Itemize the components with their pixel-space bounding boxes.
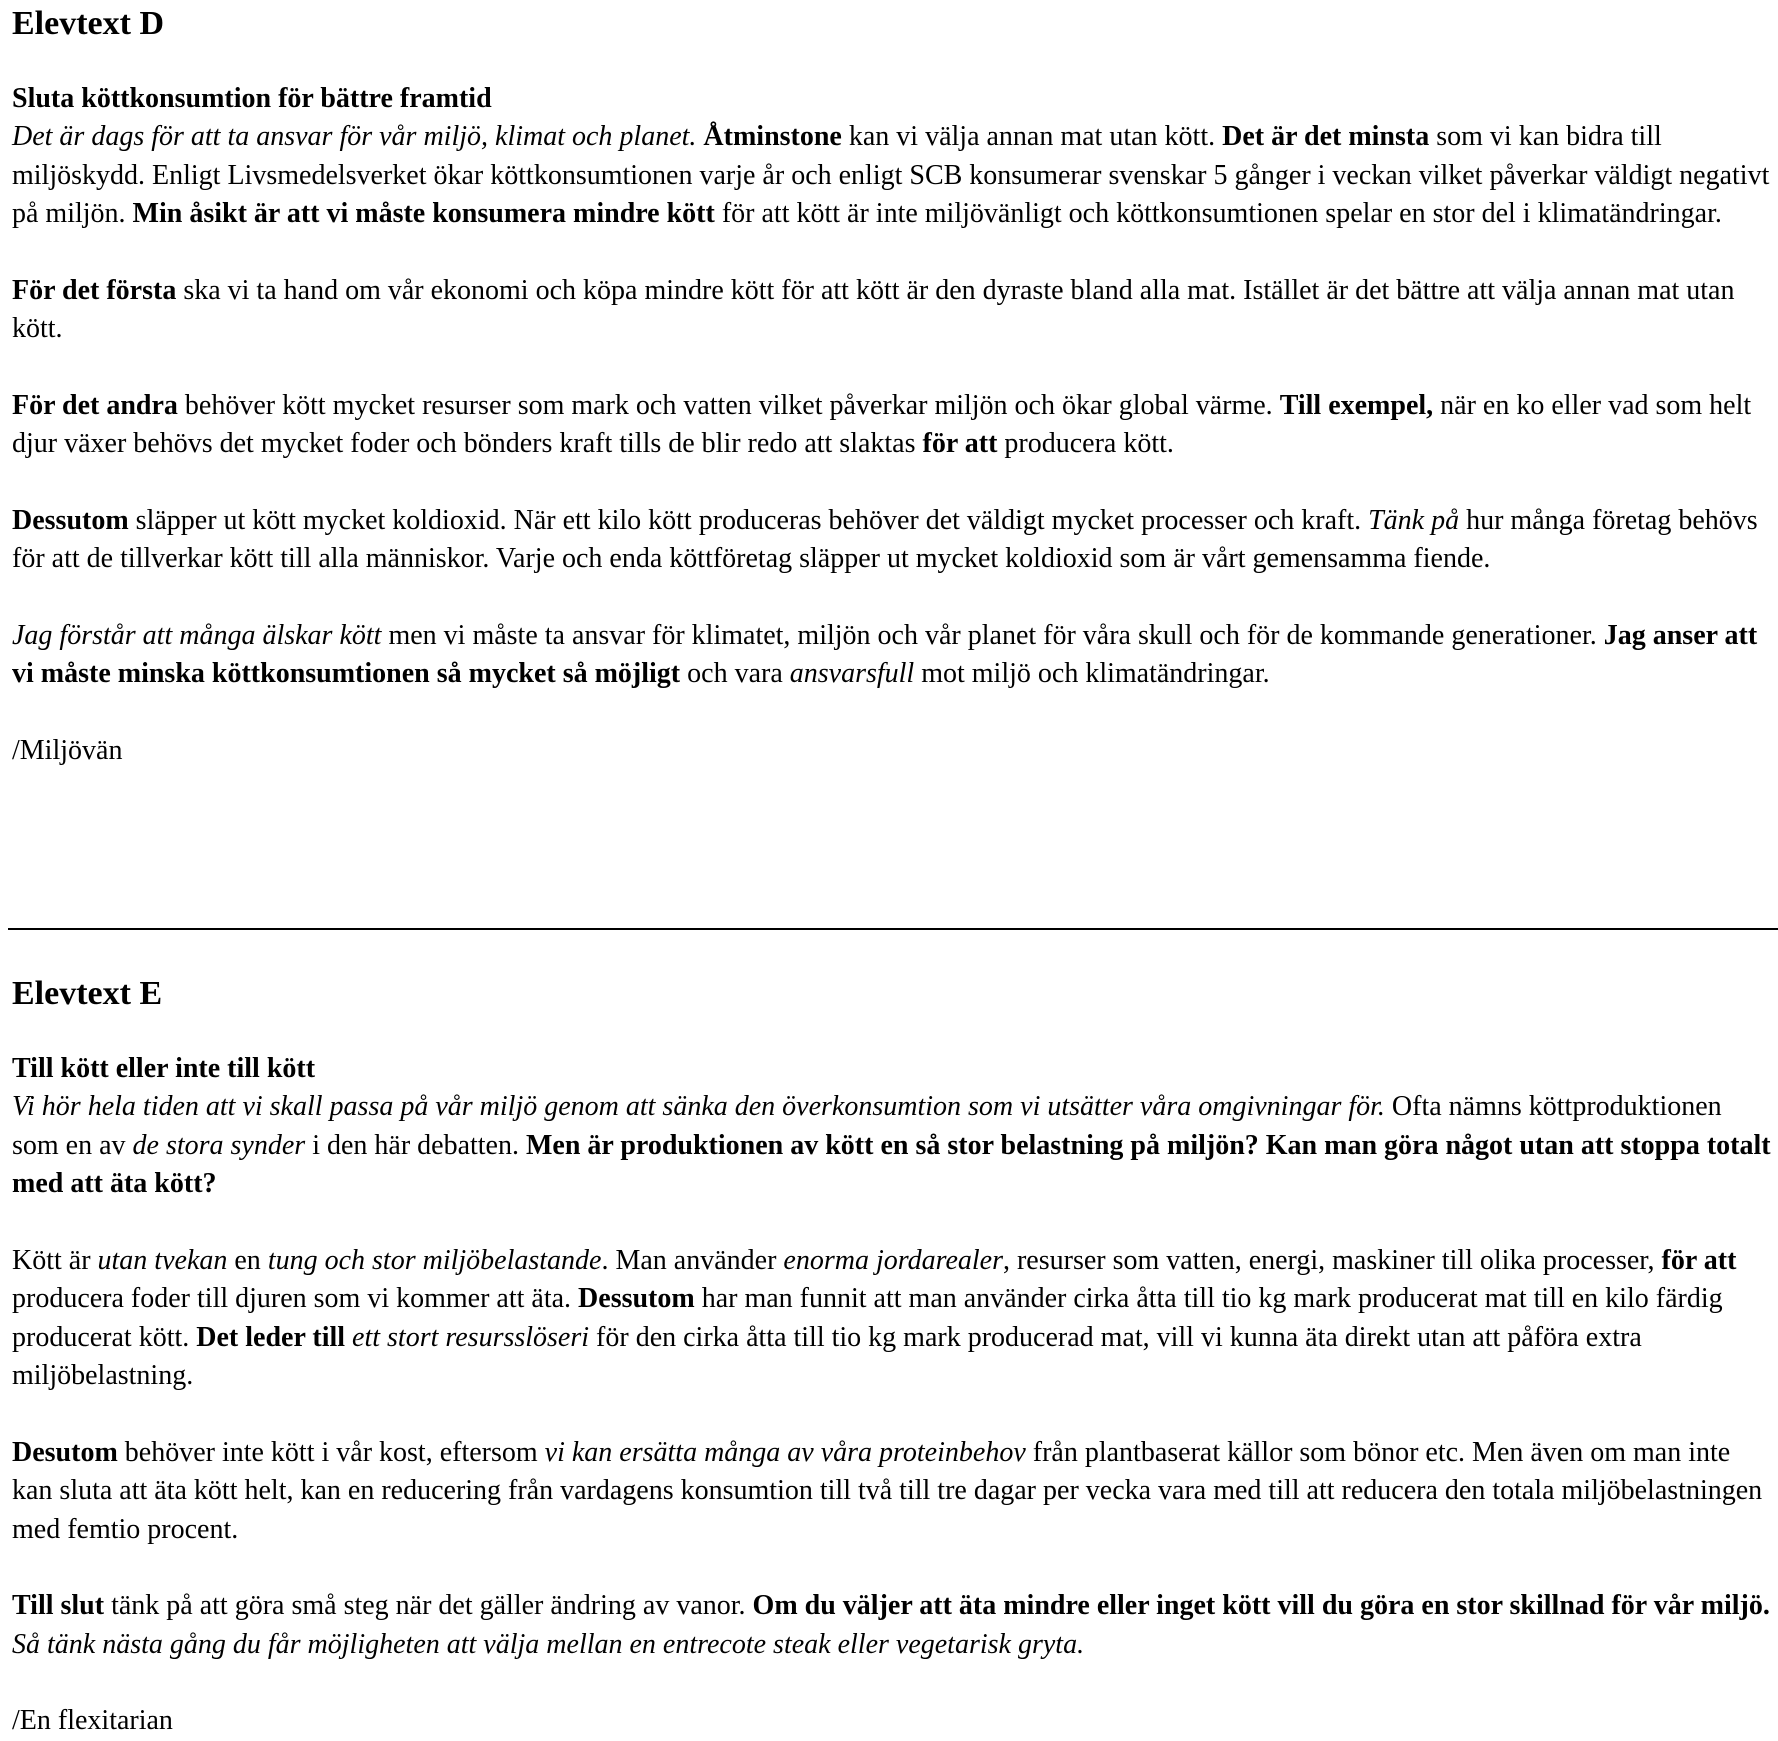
student-text-e	[12, 970, 1774, 1741]
italic-text: de stora synder	[132, 1129, 306, 1161]
text-run: ska vi ta hand om vår ekonomi och köpa mindre kött för att kött är den dyraste bland alla mat. Istället är det bättre att välja annan mat utan kött.	[12, 274, 1735, 344]
text-run: i den här debatten.	[305, 1129, 526, 1161]
paragraph	[12, 502, 1774, 579]
bold-text: Det leder till	[196, 1321, 346, 1353]
paragraph	[12, 118, 1774, 234]
bold-text: Åtminstone	[703, 121, 842, 152]
text-run	[345, 1322, 352, 1353]
paragraph	[12, 1587, 1774, 1664]
text-run: behöver inte kött i vår kost, eftersom	[117, 1436, 545, 1468]
italic-text: enorma jordarealer	[783, 1244, 1003, 1276]
text-run: producera foder till djuren som vi kommer att äta.	[12, 1283, 579, 1314]
bold-text: För det första	[12, 274, 177, 306]
text-run: har man funnit att man använder cirka åtta till tio kg mark producerat mat till en kilo färdig producerat kött.	[12, 1283, 1723, 1353]
text-run: för den cirka åtta till tio kg mark producerad mat, vill vi kunna äta direkt utan att påföra extra miljöbelastning.	[12, 1321, 1642, 1391]
signature-d: /Miljövän	[12, 734, 123, 766]
bold-text: Dessutom	[12, 504, 129, 536]
bold-text: Om du väljer att äta mindre eller inget kött vill du göra en stor skillnad för vår miljö.	[752, 1590, 1770, 1621]
text-run: men vi måste ta ansvar för klimatet, miljön och vår planet för våra skull och för de kommande generationer.	[381, 619, 1604, 651]
italic-text: vi kan ersätta många av våra proteinbehov	[544, 1436, 1026, 1468]
text-run: som vi kan bidra till miljöskydd. Enligt Livsmedelsverket ökar köttkonsumtionen varje år och enligt SCB konsumerar svenskar 5 gånger i veckan vilket påverkar väldigt negativt på miljön.	[12, 121, 1770, 229]
horizontal-divider	[8, 928, 1778, 930]
italic-text: Jag förstår att många älskar kött	[12, 619, 382, 651]
bold-text: för att	[1661, 1244, 1737, 1276]
bold-text: Desutom	[12, 1436, 118, 1468]
italic-text: utan tvekan	[97, 1244, 228, 1276]
section-heading-d: Elevtext D	[12, 5, 165, 42]
text-run: kan vi välja annan mat utan kött.	[841, 121, 1223, 152]
bold-text: För det andra	[12, 389, 178, 421]
text-run: och vara	[680, 658, 790, 689]
italic-text: Så tänk nästa gång du får möjligheten att välja mellan en entrecote steak eller vegetarisk gryta.	[12, 1628, 1085, 1660]
paragraph	[12, 617, 1774, 694]
text-run: tänk på att göra små steg när det gäller ändring av vanor.	[104, 1590, 753, 1621]
bold-text: Men är produktionen av kött en så stor belastning på miljön? Kan man göra något utan att stoppa totalt med att äta kött?	[12, 1129, 1771, 1199]
article-title-e: Till kött eller inte till kött	[12, 1053, 316, 1084]
italic-text: Vi hör hela tiden att vi skall passa på vår miljö genom att sänka den överkonsumtion som vi utsätter våra omgivningar för.	[12, 1091, 1385, 1122]
italic-text: ansvarsfull	[789, 658, 915, 689]
text-run: från plantbaserat källor som bönor etc. Men även om man inte kan sluta att äta kött helt, kan en reducering från vardagens konsumtion till två till tre dagar per vecka vara med till att reducera den totala miljöbelastningen med femtio procent.	[12, 1436, 1763, 1545]
text-run: , resurser som vatten, energi, maskiner till olika processer,	[1002, 1244, 1662, 1276]
paragraph	[12, 1088, 1774, 1204]
text-run: en	[227, 1244, 268, 1276]
paragraph	[12, 1242, 1774, 1396]
signature-e: /En flexitarian	[12, 1705, 173, 1736]
text-run: behöver kött mycket resurser som mark och vatten vilket påverkar miljön och ökar global värme.	[177, 389, 1280, 421]
text-run: Kött är	[12, 1244, 98, 1276]
bold-text: Min åsikt är att vi måste konsumera mindre kött	[132, 198, 715, 229]
bold-text: för att	[922, 428, 998, 459]
italic-text: ett stort resursslöseri	[352, 1321, 590, 1353]
text-run: hur många företag behövs för att de tillverkar kött till alla människor. Varje och enda köttföretag släpper ut mycket koldioxid som är vårt gemensamma fiende.	[12, 504, 1758, 574]
italic-text: Det är dags för att ta ansvar för vår miljö, klimat och planet.	[12, 121, 697, 152]
article-title-d: Sluta köttkonsumtion för bättre framtid	[12, 83, 492, 114]
text-run: Ofta nämns köttproduktionen som en av	[12, 1091, 1722, 1161]
text-run: mot miljö och klimatändringar.	[914, 658, 1270, 689]
bold-text: Till slut	[12, 1590, 105, 1621]
bold-text: Till exempel,	[1279, 389, 1434, 421]
bold-text: Jag anser att vi måste minska köttkonsumtionen så mycket så möjligt	[12, 619, 1758, 689]
text-run: för att kött är inte miljövänligt och köttkonsumtionen spelar en stor del i klimatändringar.	[714, 198, 1722, 229]
paragraph	[12, 272, 1774, 349]
italic-text: Tänk på	[1368, 504, 1460, 536]
bold-text: Det är det minsta	[1222, 121, 1430, 152]
section-heading-e: Elevtext E	[12, 975, 163, 1012]
text-run: producera kött.	[997, 428, 1174, 459]
student-text-d	[12, 0, 1774, 770]
text-run: släpper ut kött mycket koldioxid. När ett kilo kött produceras behöver det väldigt mycket processer och kraft.	[128, 504, 1369, 536]
italic-text: tung och stor miljöbelastande	[267, 1244, 602, 1276]
bold-text: Dessutom	[578, 1283, 695, 1314]
text-run: . Man använder	[601, 1244, 784, 1276]
paragraph	[12, 387, 1774, 464]
paragraph	[12, 1434, 1774, 1550]
text-run: när en ko eller vad som helt djur växer behövs det mycket foder och bönders kraft tills de blir redo att slaktas	[12, 389, 1752, 459]
